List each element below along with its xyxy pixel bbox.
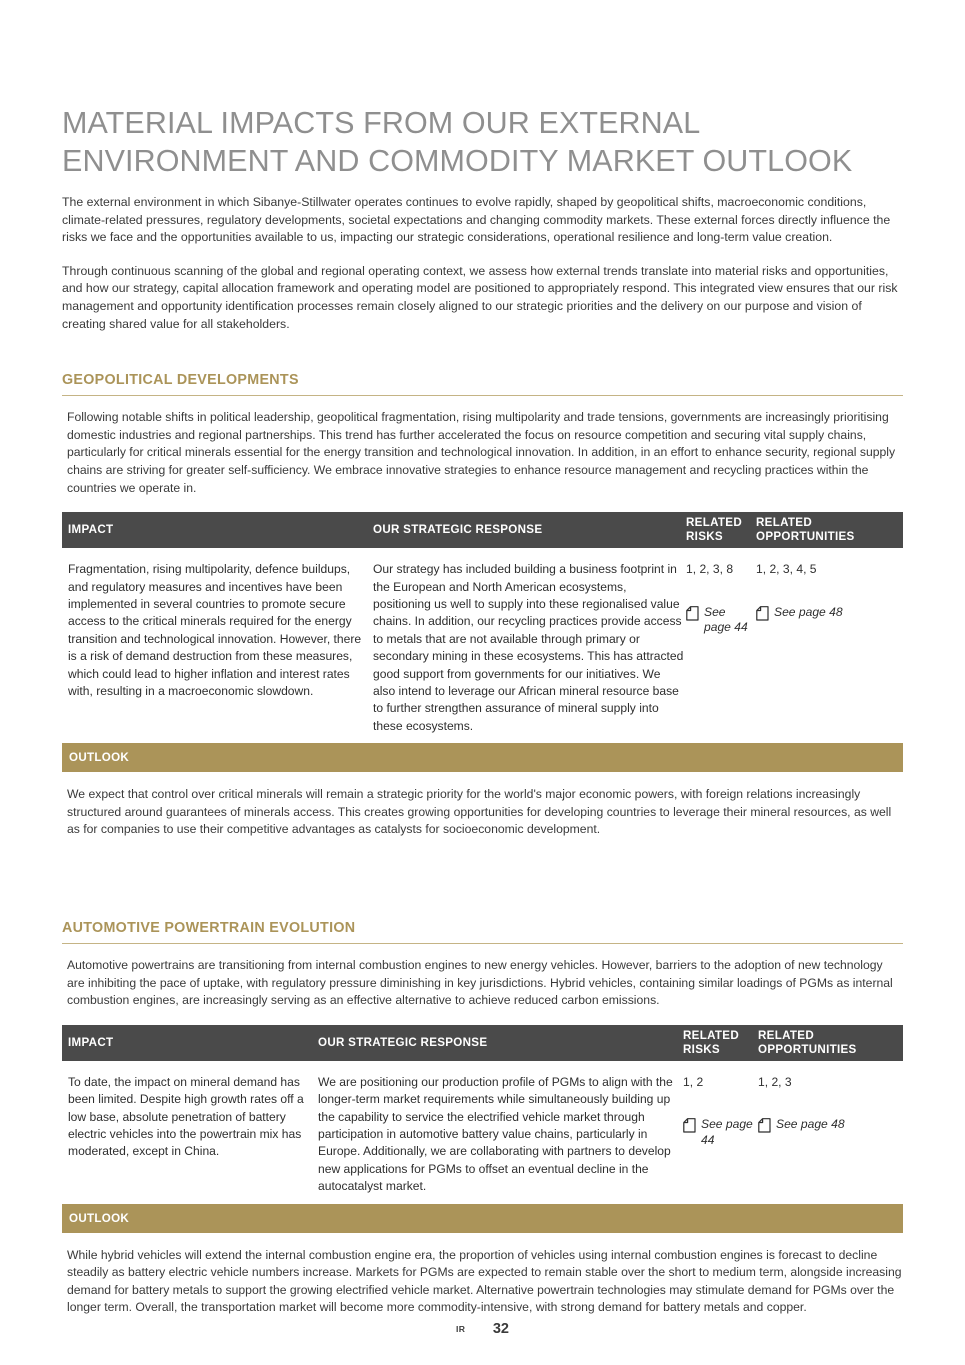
impact-table-geopolitical [62,512,903,743]
column-header-related-risks-line2: RISKS [683,1042,720,1056]
intro-paragraph-1: The external environment in which Sibanye-Stillwater operates continues to evolve rapidly, shaped by geopolitical shifts, macroeconomic conditions, climate-related pressures, regulatory developments, societal expectations and changing commodity markets. These external forces directly influence the risks we face and the opportunities available to us, impacting our strategic considerations, operational resilience and long-term value creation. [62,195,891,245]
footer-report-code: IR [456,1323,466,1334]
page-title-line-2: ENVIRONMENT AND COMMODITY MARKET OUTLOOK [62,144,853,178]
cell-impact-text: To date, the impact on mineral demand has been limited. Despite high growth rates off a low base, absolute penetration of battery electric vehicles into the powertrain mix has moderated, except in China. [68,1074,304,1159]
outlook-band-geopolitical: OUTLOOK [62,743,903,772]
outlook-text-automotive: While hybrid vehicles will extend the internal combustion engine era, the proportion of vehicles using internal combustion engines is forecast to decline steadily as battery electric vehicle numbers increase. Markets for PGMs are expected to remain stable over the short to medium term, alongside increasing demand for battery metals to support the growing electrified vehicle market. Alternative powertrain technologies may stimulate demand for PGMs over the longer term. Overall, the transportation market will become more commodity-intensive, with strong demand for battery metals and copper. [67,1247,902,1315]
impact-table-automotive [62,1025,903,1204]
column-header-related-opportunities-line2: OPPORTUNITIES [756,530,855,544]
page-document-icon [686,606,699,626]
cell-response-text: Our strategy has included building a business footprint in the European and North American ecosystems, positioning us well to supply into these regionalised value chains. In addition, our recycling practices provide access to metals that are not available through primary or secondary mining in these ecosystems. This has attracted good support from governments for our initiatives. We also intend to leverage our African mineral resource base to further strengthen assurance of mineral supply into these ecosystems. [373,562,684,733]
table-header-row [62,1025,903,1061]
risks-page-reference[interactable] [683,1117,758,1148]
cell-related-opportunities [756,561,901,735]
section-intro-geopolitical: Following notable shifts in political leadership, geopolitical fragmentation, rising multipolarity and trade tensions, governments are increasingly prioritising domestic industries and regional partnerships. This trend has further accelerated the focus on resource competition and securing vital supply chains, particularly for critical minerals essential for the energy transition and technological innovation. In addition, in an effort to enhance security, regional supply chains are striving for greater self-sufficiency. We embrace innovative strategies to enhance resource management and recycling practices within the countries we operate in. [67,410,896,495]
table-row [62,548,903,743]
cell-impact [68,1074,318,1196]
opportunities-page-reference[interactable] [756,605,901,626]
column-header-related-risks-line1: RELATED [686,516,742,530]
page-title [62,0,903,180]
page-document-icon [683,1118,696,1138]
column-header-related-opportunities [756,516,901,544]
footer-page-number: 32 [492,1320,509,1337]
cell-response [373,561,686,735]
page-title-line-1: MATERIAL IMPACTS FROM OUR EXTERNAL [62,106,701,140]
page-document-icon [756,606,769,626]
table-row [62,1061,903,1204]
intro-paragraph-2: Through continuous scanning of the global and regional operating context, we assess how external trends translate into material risks and opportunities, and how our strategy, capital allocation framework and operating model are positioned to appropriately respond. This integrated view ensures that our risk management and opportunity identification processes remain closely aligned to our strategic priorities and the delivery on our purpose and vision of creating shared value for all stakeholders. [62,263,898,331]
risks-page-reference-text: See page 44 [701,1117,753,1147]
column-header-related-risks-line1: RELATED [683,1028,739,1042]
risks-page-reference[interactable] [686,605,756,636]
column-header-response: OUR STRATEGIC RESPONSE [373,523,543,537]
page-document-icon [758,1118,771,1138]
cell-impact [68,561,373,735]
risks-page-reference-text: See page 44 [704,604,748,635]
table-header-row [62,512,903,548]
section-intro-automotive: Automotive powertrains are transitioning from internal combustion engines to new energy vehicles. However, barriers to the adoption of new technology are inhibiting the pace of uptake, with regulatory pressure diminishing in key jurisdictions. Hybrid vehicles, containing similar loadings of PGMs as internal combustion engines, are increasingly serving as an effective alternative to achieve reduced carbon emissions. [67,957,893,1008]
section-heading-geopolitical: GEOPOLITICAL DEVELOPMENTS [62,372,903,396]
cell-response [318,1074,683,1196]
column-header-impact: IMPACT [68,1035,114,1049]
column-header-related-opportunities-line2: OPPORTUNITIES [758,1042,857,1056]
page-footer [0,1320,965,1338]
related-opportunities-values: 1, 2, 3 [758,1074,792,1089]
column-header-impact: IMPACT [68,523,114,537]
cell-impact-text: Fragmentation, rising multipolarity, defence buildups, and regulatory measures and incentives have been implemented in several countries to promote secure access to the critical minerals required for the energy transition and technological innovation. However, there is a risk of demand destruction from these measures, which could lead to higher inflation and interest rates with, resulting in a macroeconomic slowdown. [68,562,362,698]
outlook-band-automotive: OUTLOOK [62,1204,903,1233]
column-header-related-opportunities-line1: RELATED [758,1028,814,1042]
related-risks-values: 1, 2, 3, 8 [686,562,734,577]
related-opportunities-values: 1, 2, 3, 4, 5 [756,562,817,577]
column-header-related-risks [683,1029,758,1057]
column-header-related-opportunities-line1: RELATED [756,516,812,530]
opportunities-page-reference-text: See page 48 [776,1117,845,1132]
column-header-response: OUR STRATEGIC RESPONSE [318,1035,488,1049]
cell-response-text: We are positioning our production profile of PGMs to align with the longer-term market requirements while simultaneously building up the capability to service the electrified vehicle market through participation in automotive battery value chains, particularly in Europe. Additionally, we are collaborating with partners to develop new applications for PGMs to offset an eventual decline in the autocatalyst market. [318,1074,673,1194]
cell-related-opportunities [758,1074,903,1196]
opportunities-page-reference[interactable] [758,1117,903,1138]
related-risks-values: 1, 2 [683,1074,704,1089]
column-header-related-risks [686,516,756,544]
column-header-related-risks-line2: RISKS [686,530,723,544]
cell-related-risks [686,561,756,735]
cell-related-risks [683,1074,758,1196]
outlook-text-geopolitical: We expect that control over critical minerals will remain a strategic priority for the world's major economic powers, with foreign relations increasingly structured around guarantees of minerals access. This creates growing opportunities for developing countries to leverage their mineral resources, as well as for companies to use their competitive advantages as catalysts for socioeconomic development. [67,787,892,837]
column-header-related-opportunities [758,1029,903,1057]
section-heading-automotive: AUTOMOTIVE POWERTRAIN EVOLUTION [62,920,903,944]
opportunities-page-reference-text: See page 48 [774,604,843,619]
